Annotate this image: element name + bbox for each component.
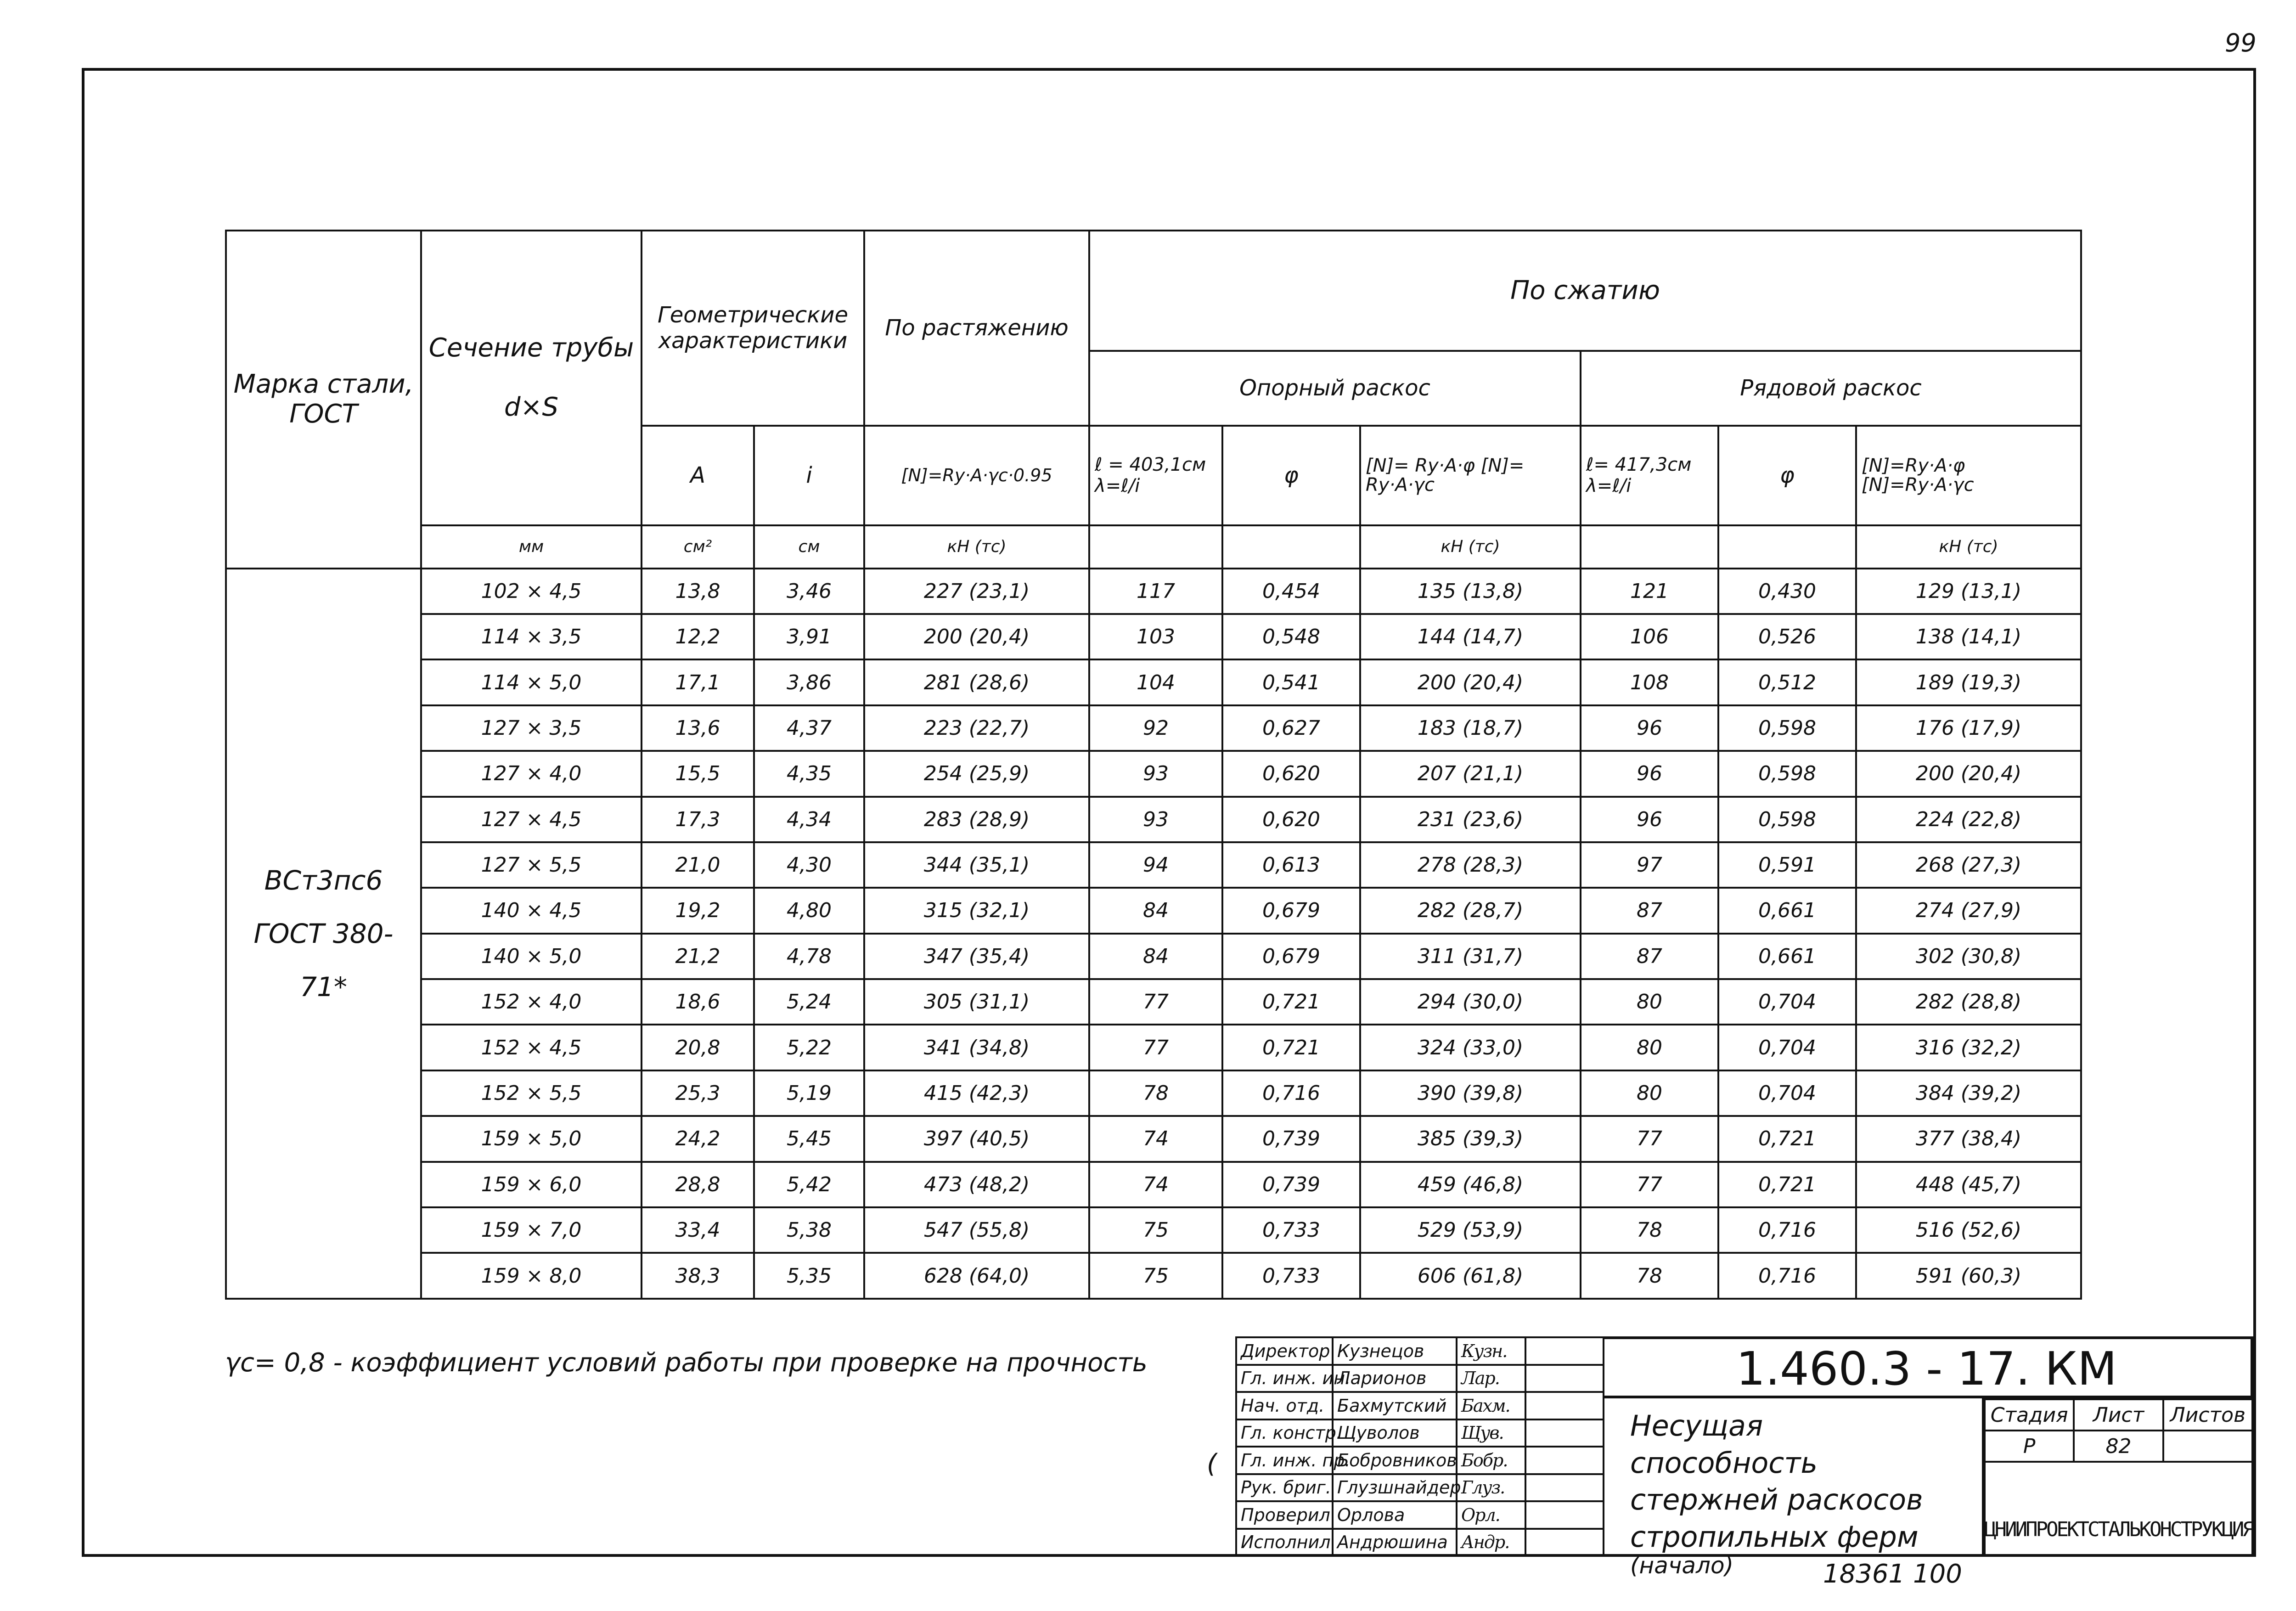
table-row xyxy=(226,751,2081,796)
unit-row-lambda xyxy=(1581,525,1718,569)
table-row xyxy=(226,1025,2081,1070)
cell-phi1: 0,613 xyxy=(1222,842,1360,888)
cell-phi2: 0,716 xyxy=(1718,1207,1856,1253)
signature-row xyxy=(1236,1365,1604,1392)
table-row xyxy=(226,979,2081,1025)
signature-role: Гл. инж. пр. xyxy=(1236,1447,1333,1474)
steel-grade-cell: ВСт3пс6 ГОСТ 380-71* xyxy=(226,569,421,1299)
document-code: 1.460.3 - 17. КМ xyxy=(1603,1336,2253,1398)
cell-l1: 78 xyxy=(1089,1070,1222,1116)
cell-l2: 108 xyxy=(1581,659,1718,705)
signature-name: Ларионов xyxy=(1333,1365,1457,1392)
cell-tension: 315 (32,1) xyxy=(864,888,1089,933)
cell-phi2: 0,598 xyxy=(1718,751,1856,796)
header-area: A xyxy=(642,426,754,525)
signature-date xyxy=(1525,1529,1604,1556)
cell-phi2: 0,512 xyxy=(1718,659,1856,705)
signature-date xyxy=(1525,1337,1604,1365)
signature-name: Андрюшина xyxy=(1333,1529,1457,1556)
cell-n2: 268 (27,3) xyxy=(1856,842,2081,888)
cell-l2: 80 xyxy=(1581,1070,1718,1116)
signature-row xyxy=(1236,1501,1604,1529)
gamma-note: γc= 0,8 - коэффициент условий работы при проверке на прочность xyxy=(225,1348,1148,1378)
header-section-label: Сечение трубы xyxy=(428,333,634,363)
cell-n2: 274 (27,9) xyxy=(1856,888,2081,933)
cell-l1: 84 xyxy=(1089,888,1222,933)
table-row xyxy=(226,842,2081,888)
stage-table xyxy=(1984,1398,2253,1463)
cell-tension: 341 (34,8) xyxy=(864,1025,1089,1070)
signature-role: Нач. отд. xyxy=(1236,1392,1333,1419)
cell-l1: 75 xyxy=(1089,1253,1222,1299)
cell-phi2: 0,526 xyxy=(1718,614,1856,659)
unit-support-force: кН (тс) xyxy=(1360,525,1581,569)
signature-row xyxy=(1236,1474,1604,1502)
header-section xyxy=(421,231,642,525)
cell-phi2: 0,661 xyxy=(1718,888,1856,933)
cell-i: 3,91 xyxy=(754,614,864,659)
unit-tension: кН (тс) xyxy=(864,525,1089,569)
cell-section: 102 × 4,5 xyxy=(421,569,642,614)
cell-n2: 176 (17,9) xyxy=(1856,705,2081,751)
cell-phi1: 0,620 xyxy=(1222,751,1360,796)
sheets-value xyxy=(2163,1431,2252,1462)
header-radius: i xyxy=(754,426,864,525)
cell-i: 4,78 xyxy=(754,934,864,979)
page-number: 99 xyxy=(2225,28,2257,57)
cell-tension: 283 (28,9) xyxy=(864,797,1089,842)
cell-A: 13,8 xyxy=(642,569,754,614)
sheet-label: Лист xyxy=(2074,1399,2163,1431)
header-row-length: ℓ= 417,3см xyxy=(1586,454,1692,476)
table-row xyxy=(226,659,2081,705)
signature-mark: Щув. xyxy=(1457,1419,1525,1447)
capacity-table xyxy=(225,230,2082,1300)
table-row xyxy=(226,1207,2081,1253)
cell-phi1: 0,733 xyxy=(1222,1207,1360,1253)
cell-l1: 94 xyxy=(1089,842,1222,888)
cell-phi2: 0,721 xyxy=(1718,1162,1856,1207)
organization: ЦНИИПРОЕКТСТАЛЬКОНСТРУКЦИЯ xyxy=(1984,1463,2253,1557)
cell-n2: 316 (32,2) xyxy=(1856,1025,2081,1070)
cell-tension: 473 (48,2) xyxy=(864,1162,1089,1207)
cell-l2: 96 xyxy=(1581,705,1718,751)
cell-n2: 591 (60,3) xyxy=(1856,1253,2081,1299)
cell-A: 18,6 xyxy=(642,979,754,1025)
cell-phi2: 0,704 xyxy=(1718,979,1856,1025)
cell-l1: 117 xyxy=(1089,569,1222,614)
cell-l1: 74 xyxy=(1089,1162,1222,1207)
signature-role: Гл. констр. xyxy=(1236,1419,1333,1447)
cell-section: 140 × 4,5 xyxy=(421,888,642,933)
cell-i: 5,38 xyxy=(754,1207,864,1253)
sheet-title-line4: (начало) xyxy=(1630,1552,1734,1579)
cell-tension: 281 (28,6) xyxy=(864,659,1089,705)
cell-l1: 74 xyxy=(1089,1116,1222,1161)
header-steel-grade: Марка стали, ГОСТ xyxy=(226,231,421,569)
header-support-formula: [N]= Ry·A·φ [N]= Ry·A·γc xyxy=(1360,426,1581,525)
cell-i: 4,35 xyxy=(754,751,864,796)
header-support-brace: Опорный раскос xyxy=(1089,351,1581,426)
signature-mark: Кузн. xyxy=(1457,1337,1525,1365)
cell-i: 4,80 xyxy=(754,888,864,933)
cell-phi1: 0,739 xyxy=(1222,1162,1360,1207)
unit-support-phi xyxy=(1222,525,1360,569)
cell-i: 5,42 xyxy=(754,1162,864,1207)
cell-phi2: 0,716 xyxy=(1718,1253,1856,1299)
approval-tick: ( xyxy=(1207,1449,1217,1479)
signature-role: Проверил xyxy=(1236,1501,1333,1529)
signature-name: Кузнецов xyxy=(1333,1337,1457,1365)
header-support-phi: φ xyxy=(1222,426,1360,525)
cell-A: 24,2 xyxy=(642,1116,754,1161)
cell-l2: 80 xyxy=(1581,1025,1718,1070)
cell-l2: 78 xyxy=(1581,1207,1718,1253)
header-row-lambda xyxy=(1581,426,1718,525)
cell-l2: 77 xyxy=(1581,1116,1718,1161)
cell-n2: 200 (20,4) xyxy=(1856,751,2081,796)
cell-A: 19,2 xyxy=(642,888,754,933)
cell-phi2: 0,704 xyxy=(1718,1070,1856,1116)
cell-phi2: 0,591 xyxy=(1718,842,1856,888)
cell-tension: 415 (42,3) xyxy=(864,1070,1089,1116)
cell-tension: 547 (55,8) xyxy=(864,1207,1089,1253)
unit-support-lambda xyxy=(1089,525,1222,569)
signature-mark: Андр. xyxy=(1457,1529,1525,1556)
cell-section: 152 × 4,5 xyxy=(421,1025,642,1070)
cell-n1: 459 (46,8) xyxy=(1360,1162,1581,1207)
cell-n1: 294 (30,0) xyxy=(1360,979,1581,1025)
table-row xyxy=(226,569,2081,614)
cell-l1: 103 xyxy=(1089,614,1222,659)
unit-radius: см xyxy=(754,525,864,569)
cell-section: 140 × 5,0 xyxy=(421,934,642,979)
cell-n2: 516 (52,6) xyxy=(1856,1207,2081,1253)
cell-tension: 254 (25,9) xyxy=(864,751,1089,796)
cell-l2: 96 xyxy=(1581,797,1718,842)
cell-l1: 93 xyxy=(1089,797,1222,842)
cell-A: 21,2 xyxy=(642,934,754,979)
cell-tension: 628 (64,0) xyxy=(864,1253,1089,1299)
table-row xyxy=(226,797,2081,842)
header-row-lambda-formula: λ=ℓ/i xyxy=(1586,475,1632,497)
unit-area: см² xyxy=(642,525,754,569)
cell-n1: 606 (61,8) xyxy=(1360,1253,1581,1299)
cell-n1: 282 (28,7) xyxy=(1360,888,1581,933)
cell-n1: 311 (31,7) xyxy=(1360,934,1581,979)
cell-tension: 347 (35,4) xyxy=(864,934,1089,979)
cell-l2: 121 xyxy=(1581,569,1718,614)
signature-body xyxy=(1236,1337,1604,1556)
cell-phi2: 0,598 xyxy=(1718,797,1856,842)
cell-n1: 200 (20,4) xyxy=(1360,659,1581,705)
cell-n2: 224 (22,8) xyxy=(1856,797,2081,842)
table-row xyxy=(226,1116,2081,1161)
cell-n1: 144 (14,7) xyxy=(1360,614,1581,659)
signature-date xyxy=(1525,1501,1604,1529)
table-row xyxy=(226,1070,2081,1116)
signature-date xyxy=(1525,1392,1604,1419)
cell-tension: 200 (20,4) xyxy=(864,614,1089,659)
cell-A: 21,0 xyxy=(642,842,754,888)
cell-i: 4,34 xyxy=(754,797,864,842)
signature-row xyxy=(1236,1337,1604,1365)
cell-phi1: 0,716 xyxy=(1222,1070,1360,1116)
signature-date xyxy=(1525,1447,1604,1474)
cell-section: 127 × 4,5 xyxy=(421,797,642,842)
table-row xyxy=(226,1162,2081,1207)
cell-n1: 324 (33,0) xyxy=(1360,1025,1581,1070)
stage-value: Р xyxy=(1985,1431,2074,1462)
table-row xyxy=(226,1253,2081,1299)
header-support-length: ℓ = 403,1см xyxy=(1095,454,1206,476)
cell-l1: 77 xyxy=(1089,979,1222,1025)
cell-phi1: 0,627 xyxy=(1222,705,1360,751)
cell-l1: 92 xyxy=(1089,705,1222,751)
signature-mark: Глуз. xyxy=(1457,1474,1525,1502)
signature-name: Орлова xyxy=(1333,1501,1457,1529)
cell-A: 15,5 xyxy=(642,751,754,796)
cell-phi1: 0,733 xyxy=(1222,1253,1360,1299)
cell-A: 25,3 xyxy=(642,1070,754,1116)
cell-phi1: 0,541 xyxy=(1222,659,1360,705)
cell-n1: 278 (28,3) xyxy=(1360,842,1581,888)
cell-tension: 305 (31,1) xyxy=(864,979,1089,1025)
cell-n1: 529 (53,9) xyxy=(1360,1207,1581,1253)
cell-tension: 397 (40,5) xyxy=(864,1116,1089,1161)
signature-row xyxy=(1236,1392,1604,1419)
cell-l2: 87 xyxy=(1581,934,1718,979)
cell-A: 13,6 xyxy=(642,705,754,751)
cell-section: 127 × 5,5 xyxy=(421,842,642,888)
cell-i: 4,37 xyxy=(754,705,864,751)
cell-l2: 77 xyxy=(1581,1162,1718,1207)
sheet-title-line3: стропильных ферм xyxy=(1630,1520,1919,1554)
signature-mark: Лар. xyxy=(1457,1365,1525,1392)
cell-section: 159 × 8,0 xyxy=(421,1253,642,1299)
cell-n1: 390 (39,8) xyxy=(1360,1070,1581,1116)
cell-phi2: 0,661 xyxy=(1718,934,1856,979)
signature-mark: Бобр. xyxy=(1457,1447,1525,1474)
signature-row xyxy=(1236,1447,1604,1474)
document-number: 18361 100 xyxy=(1823,1559,1962,1589)
signature-mark: Бахм. xyxy=(1457,1392,1525,1419)
cell-l2: 80 xyxy=(1581,979,1718,1025)
signature-name: Глузшнайдер xyxy=(1333,1474,1457,1502)
cell-i: 3,46 xyxy=(754,569,864,614)
cell-l1: 104 xyxy=(1089,659,1222,705)
cell-n1: 135 (13,8) xyxy=(1360,569,1581,614)
signature-role: Исполнил xyxy=(1236,1529,1333,1556)
cell-phi1: 0,721 xyxy=(1222,979,1360,1025)
table-row xyxy=(226,934,2081,979)
sheet-title-line1: Несущая способность xyxy=(1630,1409,1818,1480)
cell-n2: 129 (13,1) xyxy=(1856,569,2081,614)
cell-i: 5,19 xyxy=(754,1070,864,1116)
signature-row xyxy=(1236,1529,1604,1556)
header-row-brace: Рядовой раскос xyxy=(1581,351,2081,426)
cell-phi1: 0,454 xyxy=(1222,569,1360,614)
cell-n1: 385 (39,3) xyxy=(1360,1116,1581,1161)
cell-l1: 93 xyxy=(1089,751,1222,796)
cell-section: 152 × 5,5 xyxy=(421,1070,642,1116)
cell-A: 17,1 xyxy=(642,659,754,705)
cell-phi1: 0,739 xyxy=(1222,1116,1360,1161)
cell-n2: 302 (30,8) xyxy=(1856,934,2081,979)
cell-n2: 448 (45,7) xyxy=(1856,1162,2081,1207)
cell-A: 33,4 xyxy=(642,1207,754,1253)
header-row-formula: [N]=Ry·A·φ [N]=Ry·A·γc xyxy=(1856,426,2081,525)
cell-l2: 106 xyxy=(1581,614,1718,659)
table-row xyxy=(226,705,2081,751)
signature-name: Бахмутский xyxy=(1333,1392,1457,1419)
cell-tension: 227 (23,1) xyxy=(864,569,1089,614)
cell-section: 127 × 3,5 xyxy=(421,705,642,751)
signature-date xyxy=(1525,1419,1604,1447)
table-body xyxy=(226,569,2081,1299)
cell-phi2: 0,598 xyxy=(1718,705,1856,751)
cell-A: 12,2 xyxy=(642,614,754,659)
cell-section: 114 × 5,0 xyxy=(421,659,642,705)
sheet-title-line2: стержней раскосов xyxy=(1630,1483,1923,1517)
cell-A: 38,3 xyxy=(642,1253,754,1299)
unit-row-phi xyxy=(1718,525,1856,569)
table-row xyxy=(226,614,2081,659)
signature-role: Гл. инж. ин. xyxy=(1236,1365,1333,1392)
cell-l1: 75 xyxy=(1089,1207,1222,1253)
header-tension: По растяжению xyxy=(864,231,1089,426)
cell-phi2: 0,721 xyxy=(1718,1116,1856,1161)
cell-l2: 87 xyxy=(1581,888,1718,933)
cell-A: 28,8 xyxy=(642,1162,754,1207)
header-row-phi: φ xyxy=(1718,426,1856,525)
header-section-sub: d×S xyxy=(504,392,558,422)
sheets-label: Листов xyxy=(2163,1399,2252,1431)
signature-role: Директор xyxy=(1236,1337,1333,1365)
cell-l2: 96 xyxy=(1581,751,1718,796)
cell-section: 159 × 7,0 xyxy=(421,1207,642,1253)
cell-l1: 77 xyxy=(1089,1025,1222,1070)
header-support-lambda xyxy=(1089,426,1222,525)
cell-section: 114 × 3,5 xyxy=(421,614,642,659)
cell-phi2: 0,430 xyxy=(1718,569,1856,614)
cell-section: 127 × 4,0 xyxy=(421,751,642,796)
cell-i: 3,86 xyxy=(754,659,864,705)
cell-n1: 207 (21,1) xyxy=(1360,751,1581,796)
cell-i: 5,22 xyxy=(754,1025,864,1070)
cell-i: 5,24 xyxy=(754,979,864,1025)
sheet-value: 82 xyxy=(2074,1431,2163,1462)
cell-phi1: 0,721 xyxy=(1222,1025,1360,1070)
signature-row xyxy=(1236,1419,1604,1447)
cell-phi1: 0,548 xyxy=(1222,614,1360,659)
cell-i: 5,35 xyxy=(754,1253,864,1299)
cell-n2: 384 (39,2) xyxy=(1856,1070,2081,1116)
cell-i: 5,45 xyxy=(754,1116,864,1161)
signature-name: Бобровников xyxy=(1333,1447,1457,1474)
signature-mark: Орл. xyxy=(1457,1501,1525,1529)
cell-tension: 223 (22,7) xyxy=(864,705,1089,751)
signature-date xyxy=(1525,1474,1604,1502)
header-support-lambda-formula: λ=ℓ/i xyxy=(1095,475,1140,497)
cell-n2: 282 (28,8) xyxy=(1856,979,2081,1025)
table-row xyxy=(226,888,2081,933)
cell-i: 4,30 xyxy=(754,842,864,888)
header-compression: По сжатию xyxy=(1089,231,2081,351)
cell-n2: 138 (14,1) xyxy=(1856,614,2081,659)
unit-row-force: кН (тс) xyxy=(1856,525,2081,569)
cell-l1: 84 xyxy=(1089,934,1222,979)
signature-name: Щуволов xyxy=(1333,1419,1457,1447)
cell-n1: 231 (23,6) xyxy=(1360,797,1581,842)
cell-A: 20,8 xyxy=(642,1025,754,1070)
cell-n1: 183 (18,7) xyxy=(1360,705,1581,751)
cell-n2: 377 (38,4) xyxy=(1856,1116,2081,1161)
stage-label: Стадия xyxy=(1985,1399,2074,1431)
cell-section: 152 × 4,0 xyxy=(421,979,642,1025)
cell-phi1: 0,679 xyxy=(1222,888,1360,933)
signature-table xyxy=(1235,1336,1604,1557)
signature-role: Рук. бриг. xyxy=(1236,1474,1333,1502)
cell-l2: 78 xyxy=(1581,1253,1718,1299)
cell-tension: 344 (35,1) xyxy=(864,842,1089,888)
header-tension-formula: [N]=Ry·A·γc·0.95 xyxy=(864,426,1089,525)
cell-A: 17,3 xyxy=(642,797,754,842)
header-geometry: Геометрические характеристики xyxy=(642,231,864,426)
cell-section: 159 × 5,0 xyxy=(421,1116,642,1161)
cell-l2: 97 xyxy=(1581,842,1718,888)
cell-phi1: 0,620 xyxy=(1222,797,1360,842)
signature-date xyxy=(1525,1365,1604,1392)
unit-section: мм xyxy=(421,525,642,569)
cell-section: 159 × 6,0 xyxy=(421,1162,642,1207)
cell-phi2: 0,704 xyxy=(1718,1025,1856,1070)
cell-n2: 189 (19,3) xyxy=(1856,659,2081,705)
cell-phi1: 0,679 xyxy=(1222,934,1360,979)
